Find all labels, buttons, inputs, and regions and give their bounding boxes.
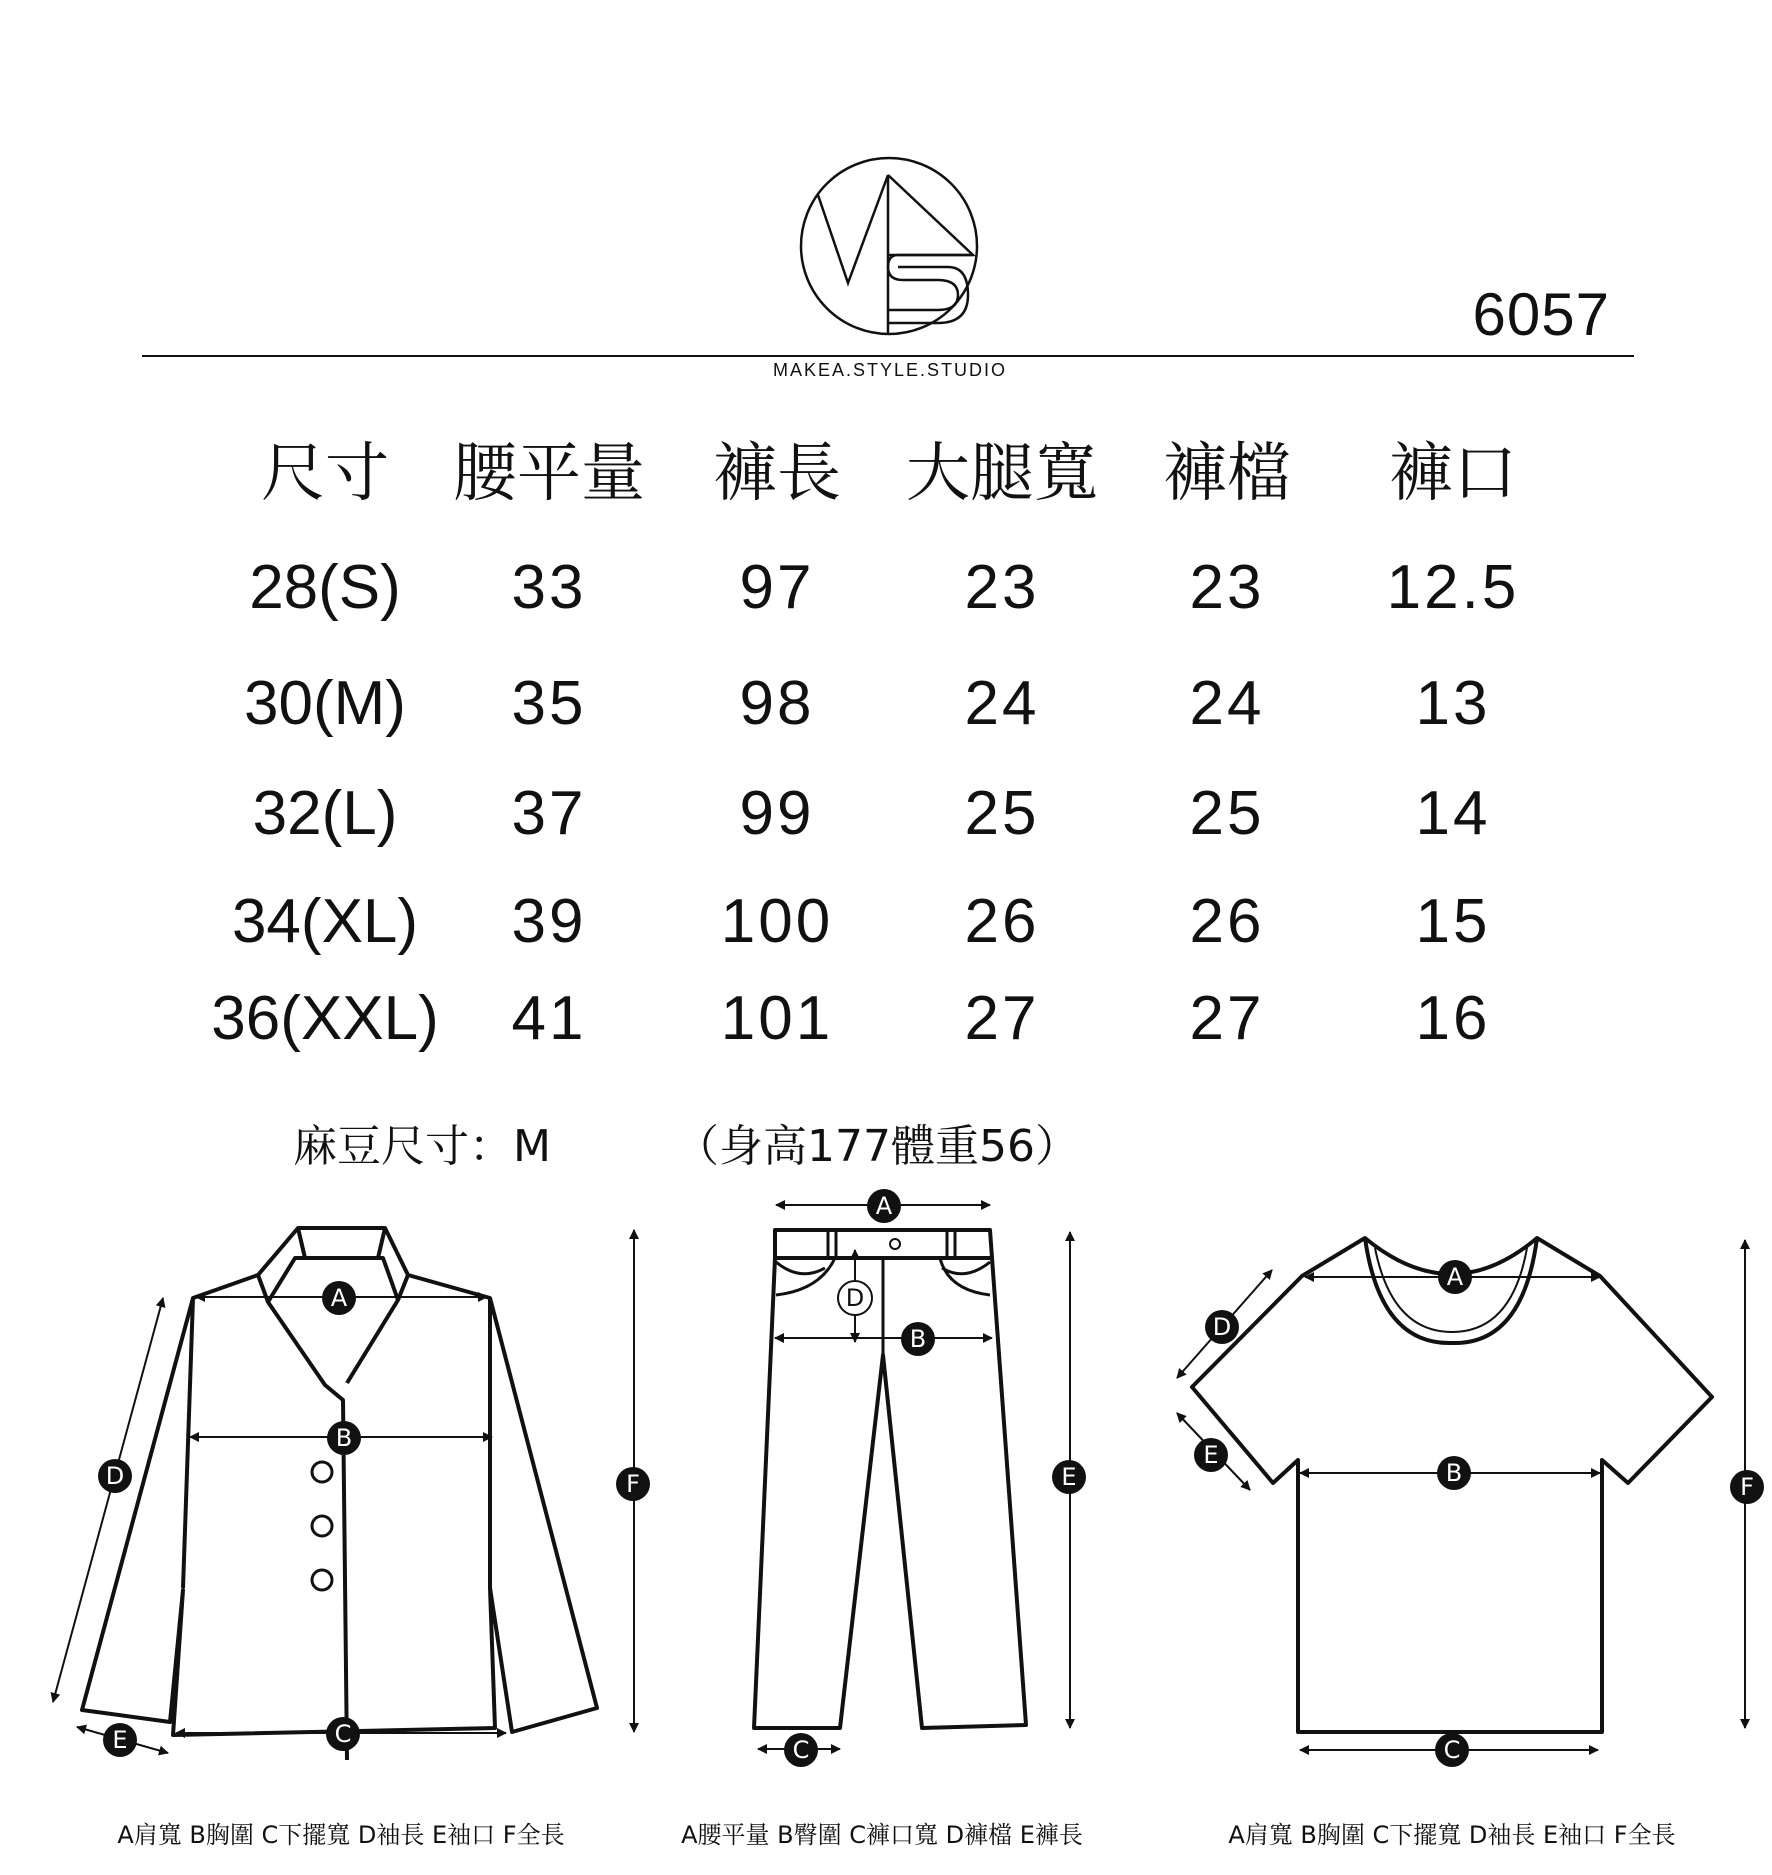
table-cell: 35	[511, 669, 587, 738]
table-cell: 33	[511, 553, 587, 622]
svg-text:A: A	[330, 1284, 348, 1312]
jacket-caption: A肩寬 B胸圍 C下擺寬 D袖長 E袖口 F全長	[117, 1821, 565, 1849]
table-cell: 30(M)	[244, 669, 406, 738]
model-body-stats: （身高177體重56）	[675, 1121, 1079, 1172]
header-hem: 褲口	[1389, 437, 1517, 511]
header-thigh: 大腿寬	[906, 437, 1098, 511]
table-cell: 36(XXL)	[211, 984, 439, 1053]
svg-text:C: C	[1443, 1736, 1461, 1764]
svg-text:A: A	[1446, 1263, 1464, 1291]
table-cell: 98	[739, 669, 815, 738]
table-cell: 101	[720, 984, 834, 1053]
table-cell: 37	[511, 779, 587, 848]
tshirt-caption: A肩寬 B胸圍 C下擺寬 D袖長 E袖口 F全長	[1228, 1821, 1676, 1849]
model-code: 6057	[1472, 281, 1610, 348]
table-cell: 41	[511, 984, 587, 1053]
jacket-label-b	[327, 1421, 361, 1455]
svg-text:D: D	[845, 1284, 865, 1312]
table-cell: 32(L)	[252, 779, 398, 848]
svg-text:B: B	[335, 1424, 353, 1452]
tshirt-label-b	[1437, 1456, 1471, 1490]
table-cell: 28(S)	[249, 553, 401, 622]
jacket-label-f	[616, 1467, 650, 1501]
jacket-label-d	[98, 1459, 132, 1493]
svg-text:F: F	[1740, 1473, 1754, 1501]
table-cell: 16	[1415, 984, 1491, 1053]
svg-text:F: F	[626, 1470, 640, 1498]
tshirt-label-c	[1435, 1733, 1469, 1767]
svg-text:E: E	[1203, 1441, 1219, 1469]
pants-label-a	[867, 1189, 901, 1223]
svg-text:B: B	[909, 1325, 927, 1353]
svg-text:B: B	[1445, 1459, 1463, 1487]
pants-label-d	[838, 1281, 872, 1315]
pants-diagram	[754, 1230, 1026, 1728]
header-size: 尺寸	[261, 437, 389, 511]
table-cell: 26	[1189, 887, 1265, 956]
tshirt-label-f	[1730, 1470, 1764, 1504]
svg-text:D: D	[1212, 1313, 1232, 1341]
svg-text:D: D	[105, 1462, 125, 1490]
table-cell: 27	[964, 984, 1040, 1053]
table-cell: 24	[964, 669, 1040, 738]
svg-text:E: E	[1061, 1463, 1077, 1491]
jacket-label-e	[103, 1723, 137, 1757]
table-cell: 99	[739, 779, 815, 848]
table-cell: 34(XL)	[231, 887, 419, 956]
tshirt-label-a	[1438, 1260, 1472, 1294]
svg-text:A: A	[875, 1192, 893, 1220]
table-cell: 100	[720, 887, 834, 956]
brand-name: MAKEA.STYLE.STUDIO	[772, 360, 1008, 380]
model-size-label: 麻豆尺寸：M	[293, 1121, 551, 1172]
tshirt-label-e	[1194, 1438, 1228, 1472]
svg-text:E: E	[112, 1726, 128, 1754]
jacket-label-a	[322, 1281, 356, 1315]
pants-caption: A腰平量 B臀圍 C褲口寬 D褲檔 E褲長	[681, 1821, 1083, 1849]
table-cell: 12.5	[1386, 553, 1520, 622]
table-cell: 27	[1189, 984, 1265, 1053]
table-cell: 39	[511, 887, 587, 956]
pants-label-c	[784, 1733, 818, 1767]
table-cell: 25	[964, 779, 1040, 848]
header-waist: 腰平量	[453, 437, 645, 511]
table-cell: 13	[1415, 669, 1491, 738]
pants-label-b	[901, 1322, 935, 1356]
pants-label-e	[1052, 1460, 1086, 1494]
header-rise: 褲檔	[1163, 437, 1291, 511]
table-cell: 97	[739, 553, 815, 622]
table-cell: 25	[1189, 779, 1265, 848]
svg-text:C: C	[792, 1736, 810, 1764]
jacket-label-c	[326, 1717, 360, 1751]
table-cell: 23	[1189, 553, 1265, 622]
header-length: 褲長	[713, 437, 841, 511]
table-cell: 14	[1415, 779, 1491, 848]
table-cell: 26	[964, 887, 1040, 956]
table-cell: 23	[964, 553, 1040, 622]
table-cell: 15	[1415, 887, 1491, 956]
tshirt-label-d	[1205, 1310, 1239, 1344]
garment-diagrams	[0, 1180, 1772, 1810]
table-cell: 24	[1189, 669, 1265, 738]
svg-text:C: C	[334, 1720, 352, 1748]
